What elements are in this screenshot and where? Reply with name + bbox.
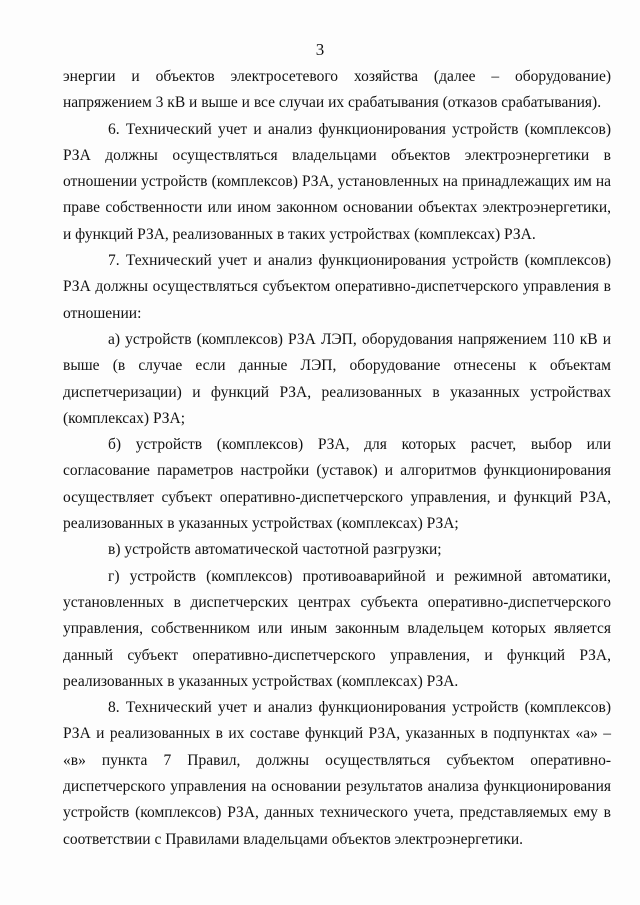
paragraph-item-7: 7. Технический учет и анализ функционирования устройств (комплексов) РЗА должны осуществляться субъектом оперативно-диспетчерского управления в отношении: xyxy=(63,252,611,322)
subitem-b: б) устройств (комплексов) РЗА, для которых расчет, выбор или согласование параметров настройки (уставок) и алгоритмов функционирования осуществляет субъект оперативно-диспетчерского управления, и функций РЗА, реализованных в указанных устройствах (комплексах) РЗА; xyxy=(63,436,611,533)
paragraph-item-6: 6. Технический учет и анализ функционирования устройств (комплексов) РЗА должны осуществляться владельцами объектов электроэнергетики в отношении устройств (комплексов) РЗА, установленных на принадлежащих им на праве собственности или ином законном основании объектах электроэнергетики, и функций РЗА, реализованных в таких устройствах (комплексах) РЗА. xyxy=(63,120,611,243)
paragraph-continuation: энергии и объектов электросетевого хозяйства (далее – оборудование) напряжением 3 кВ и выше и все случаи их срабатывания (отказов срабатывания). xyxy=(63,68,611,112)
document-body xyxy=(63,64,611,853)
page-number: 3 xyxy=(315,40,325,59)
subitem-v: в) устройств автоматической частотной разгрузки; xyxy=(108,541,442,559)
subitem-a: а) устройств (комплексов) РЗА ЛЭП, оборудования напряжением 110 кВ и выше (в случае если данные ЛЭП, оборудование отнесены к объектам диспетчеризации) и функций РЗА, реализованных в указанных устройствах (комплексах) РЗА; xyxy=(63,330,611,427)
paragraph-item-8: 8. Технический учет и анализ функционирования устройств (комплексов) РЗА и реализованных в их составе функций РЗА, указанных в подпунктах «а» – «в» пункта 7 Правил, должны осуществляться субъектом оперативно-диспетчерского управления на основании результатов анализа функционирования устройств (комплексов) РЗА, данных технического учета, представляемых ему в соответствии с Правилами владельцами объектов электроэнергетики. xyxy=(63,699,611,848)
subitem-g: г) устройств (комплексов) противоаварийной и режимной автоматики, установленных в диспетчерских центрах субъекта оперативно-диспетчерского управления, собственником или иным законным владельцем которых является данный субъект оперативно-диспетчерского управления, и функций РЗА, реализованных в указанных устройствах (комплексах) РЗА. xyxy=(63,567,611,690)
